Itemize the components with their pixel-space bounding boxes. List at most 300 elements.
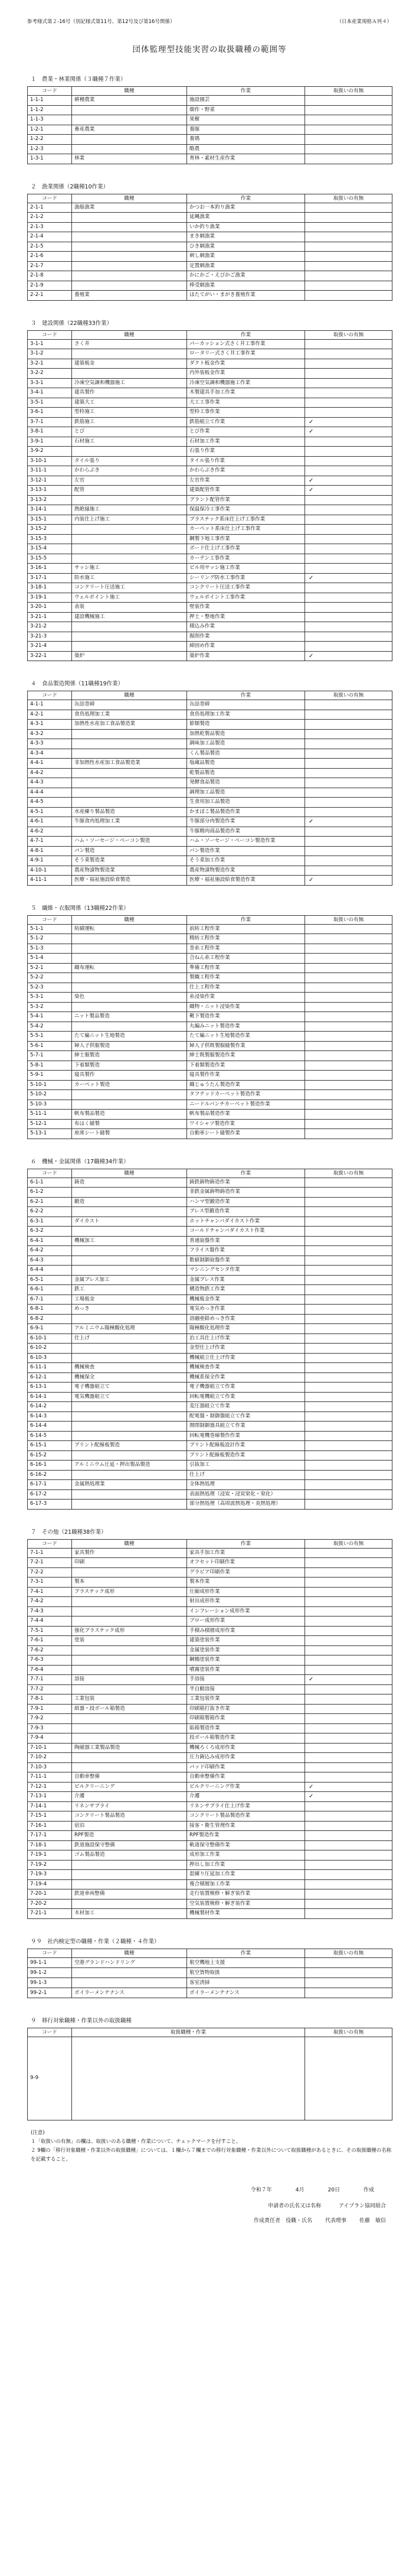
umu-cell[interactable] (305, 525, 392, 535)
umu-cell[interactable] (305, 1051, 392, 1061)
umu-cell[interactable] (305, 1441, 392, 1451)
umu-cell[interactable] (305, 1626, 392, 1636)
umu-cell[interactable] (305, 1324, 392, 1334)
umu-cell[interactable] (305, 1704, 392, 1714)
col-umu: 取扱いの有無 (305, 915, 392, 924)
umu-cell[interactable] (305, 261, 392, 271)
code-cell: 99-1-2 (28, 1967, 72, 1977)
table-row (28, 1558, 392, 1568)
col-code: コード (28, 915, 72, 924)
umu-cell[interactable] (305, 612, 392, 622)
code-cell: 99-2-1 (28, 1988, 72, 1998)
col-shokushu: 職種 (72, 194, 187, 203)
umu-cell[interactable] (305, 115, 392, 125)
umu-cell[interactable] (305, 973, 392, 983)
umu-cell[interactable] (305, 603, 392, 613)
section-heading: ９ 移行対象職種・作業以外の取扱職種 (31, 2017, 132, 2024)
shokushu-cell (72, 1714, 187, 1724)
sagyo-cell: 機械製材作業 (187, 1909, 305, 1919)
umu-cell[interactable]: ✓ (305, 486, 392, 496)
sagyo-cell: 部分熱処理（高周波熱処理・炎熱処理） (187, 1500, 305, 1510)
table-row (28, 388, 392, 398)
umu-cell[interactable] (305, 105, 392, 115)
umu-cell[interactable] (305, 1821, 392, 1831)
umu-cell[interactable] (305, 798, 392, 808)
umu-cell[interactable] (305, 1558, 392, 1568)
umu-cell[interactable] (305, 1061, 392, 1071)
sagyo-cell: 建築塗装作業 (187, 1636, 305, 1646)
shokushu-cell (72, 642, 187, 652)
shokushu-cell: 金属熱処理業 (72, 1480, 187, 1490)
umu-cell[interactable] (305, 827, 392, 837)
umu-cell[interactable] (305, 252, 392, 262)
maker-row (27, 2216, 386, 2224)
umu-cell[interactable] (305, 1012, 392, 1022)
umu-cell[interactable] (305, 495, 392, 505)
umu-cell[interactable] (305, 349, 392, 359)
umu-cell[interactable]: ✓ (305, 476, 392, 486)
shokushu-cell: 加熱性水産加工食品製造業 (72, 720, 187, 730)
sagyo-cell: 構造物鉄工作業 (187, 1285, 305, 1295)
table-row (28, 1012, 392, 1022)
umu-cell[interactable]: ✓ (305, 876, 392, 886)
umu-cell[interactable] (305, 1402, 392, 1412)
sagyo-cell: 溶融亜鉛めっき作業 (187, 1314, 305, 1324)
table-row (28, 1694, 392, 1705)
umu-cell[interactable] (305, 1597, 392, 1607)
section (27, 1937, 392, 1998)
table-row (28, 242, 392, 252)
col-umu: 取扱いの有無 (305, 1169, 392, 1178)
sagyo-cell: パン製造作業 (187, 846, 305, 856)
sagyo-cell: 農産物漬物製造作業 (187, 866, 305, 876)
umu-cell[interactable] (305, 1733, 392, 1744)
sagyo-cell: ボード仕上げ工事作業 (187, 544, 305, 554)
sagyo-cell: 変圧器組立て作業 (187, 1402, 305, 1412)
sagyo-cell: たて編ニット生地製造作業 (187, 1032, 305, 1042)
sagyo-cell: ハム・ソーセージ・ベーコン製造作業 (187, 837, 305, 847)
umu-cell[interactable] (305, 622, 392, 632)
code-cell: 7-9-2 (28, 1714, 72, 1724)
sagyo-cell: 施設園芸 (187, 96, 305, 106)
shokushu-cell (72, 544, 187, 554)
shokushu-cell: 養殖業 (72, 291, 187, 301)
umu-cell[interactable] (305, 408, 392, 418)
umu-cell[interactable] (305, 1411, 392, 1422)
code-cell: 4-3-1 (28, 720, 72, 730)
umu-cell[interactable] (305, 1090, 392, 1100)
umu-cell[interactable] (305, 144, 392, 154)
code-cell: 7-1-1 (28, 1548, 72, 1558)
notes (31, 2129, 392, 2164)
umu-cell[interactable] (305, 642, 392, 652)
umu-cell[interactable] (305, 1860, 392, 1870)
table-row (28, 1246, 392, 1256)
umu-cell[interactable] (305, 398, 392, 408)
shokushu-cell: 紙器・段ボール箱製造 (72, 1704, 187, 1714)
umu-cell[interactable] (305, 1227, 392, 1237)
umu-cell[interactable] (305, 1840, 392, 1850)
table-row (28, 1489, 392, 1500)
table-row (28, 720, 392, 730)
sagyo-cell: とび作業 (187, 427, 305, 437)
col-code: コード (28, 1949, 72, 1957)
sagyo-cell: ロータリー式さく井工事作業 (187, 349, 305, 359)
sections-container (27, 74, 392, 1998)
umu-cell[interactable] (305, 944, 392, 954)
shokushu-cell (72, 447, 187, 457)
sagyo-cell: 機械ろくろ成形作業 (187, 1743, 305, 1753)
umu-cell[interactable] (305, 739, 392, 749)
umu-cell[interactable] (305, 1363, 392, 1373)
umu-cell[interactable]: ✓ (305, 417, 392, 427)
umu-cell[interactable] (305, 759, 392, 769)
shokushu-cell (72, 1500, 187, 1510)
code-cell: 5-11-1 (28, 1110, 72, 1120)
umu-cell[interactable] (305, 1567, 392, 1578)
code-cell: 3-14-1 (28, 505, 72, 515)
sagyo-cell: 機械組立仕上げ作業 (187, 1353, 305, 1363)
umu-cell[interactable] (305, 778, 392, 788)
umu-cell[interactable] (305, 1256, 392, 1266)
table-row (28, 1256, 392, 1266)
table-row (28, 1655, 392, 1666)
umu-cell[interactable] (305, 1831, 392, 1841)
umu-cell[interactable]: ✓ (305, 573, 392, 583)
umu-cell[interactable] (305, 1500, 392, 1510)
table-row (28, 427, 392, 437)
table-row (28, 408, 392, 418)
umu-cell[interactable] (305, 934, 392, 944)
table-row (28, 1889, 392, 1900)
table-row (28, 1372, 392, 1383)
umu-cell[interactable] (305, 1772, 392, 1783)
sagyo-cell: プラント配管作業 (187, 495, 305, 505)
shokushu-cell (72, 222, 187, 232)
code-cell: 7-2-1 (28, 1558, 72, 1568)
umu-cell[interactable] (305, 359, 392, 369)
umu-cell[interactable] (305, 1548, 392, 1558)
umu-cell[interactable] (305, 554, 392, 564)
umu-cell[interactable] (305, 954, 392, 964)
umu-cell[interactable] (305, 1246, 392, 1256)
umu-cell[interactable] (305, 1422, 392, 1432)
umu-cell[interactable] (305, 232, 392, 242)
umu-cell[interactable] (305, 1353, 392, 1363)
umu-cell[interactable] (305, 1041, 392, 1051)
umu-cell[interactable] (305, 1197, 392, 1207)
umu-cell[interactable] (305, 135, 392, 145)
code-cell: 3-22-1 (28, 651, 72, 661)
code-cell: 3-15-3 (28, 534, 72, 544)
umu-cell[interactable] (305, 242, 392, 252)
code-cell: 4-3-3 (28, 739, 72, 749)
umu-cell[interactable] (305, 1762, 392, 1772)
umu-cell[interactable] (305, 807, 392, 817)
col-shokushu: 職種 (72, 87, 187, 96)
sagyo-cell: 機械系保全作業 (187, 1372, 305, 1383)
shokushu-cell: 耕種農業 (72, 96, 187, 106)
umu-cell[interactable] (305, 1178, 392, 1188)
umu-cell[interactable] (305, 788, 392, 798)
umu-cell[interactable] (305, 1801, 392, 1811)
umu-cell[interactable] (305, 1889, 392, 1900)
umu-cell (305, 2037, 392, 2120)
umu-cell[interactable] (305, 1461, 392, 1471)
shokushu-cell (72, 1489, 187, 1500)
shokushu-cell: 防水施工 (72, 573, 187, 583)
umu-cell[interactable] (305, 583, 392, 593)
shokushu-cell: 座席シート縫製 (72, 1129, 187, 1139)
umu-cell[interactable]: ✓ (305, 427, 392, 437)
col-umu: 取扱いの有無 (305, 330, 392, 339)
sagyo-cell: いか釣り漁業 (187, 222, 305, 232)
sagyo-cell: 自動車整備作業 (187, 1772, 305, 1783)
umu-cell[interactable] (305, 983, 392, 993)
umu-cell[interactable] (305, 593, 392, 603)
umu-cell[interactable]: ✓ (305, 817, 392, 827)
umu-cell[interactable] (305, 1655, 392, 1666)
umu-cell[interactable] (305, 378, 392, 388)
umu-cell[interactable] (305, 1372, 392, 1383)
umu-cell[interactable] (305, 203, 392, 213)
umu-cell[interactable] (305, 993, 392, 1003)
umu-cell[interactable] (305, 856, 392, 866)
code-cell: 6-7-1 (28, 1294, 72, 1305)
umu-cell[interactable] (305, 749, 392, 759)
table-row (28, 1129, 392, 1139)
sagyo-cell: 精紡工程作業 (187, 934, 305, 944)
shokushu-cell: 鋳造 (72, 1178, 187, 1188)
code-cell: 3-19-1 (28, 593, 72, 603)
code-cell: 7-15-1 (28, 1811, 72, 1822)
umu-cell[interactable] (305, 515, 392, 525)
umu-cell[interactable] (305, 1578, 392, 1588)
umu-cell[interactable]: ✓ (305, 651, 392, 661)
umu-cell[interactable] (305, 710, 392, 720)
umu-cell[interactable] (305, 1333, 392, 1344)
umu-cell[interactable] (305, 1616, 392, 1627)
sagyo-cell: ほたてがい・まがき養殖作業 (187, 291, 305, 301)
shokushu-cell (72, 1431, 187, 1441)
shokushu-cell (72, 1402, 187, 1412)
umu-cell[interactable] (305, 534, 392, 544)
table-row (28, 856, 392, 866)
shokushu-cell (72, 369, 187, 379)
umu-cell[interactable] (305, 505, 392, 515)
table-row (28, 1402, 392, 1412)
umu-cell[interactable] (305, 1217, 392, 1227)
code-cell: 7-3-1 (28, 1578, 72, 1588)
col-shokushu: 取扱職種・作業 (72, 2028, 305, 2037)
umu-cell[interactable] (305, 924, 392, 934)
umu-cell[interactable] (305, 1665, 392, 1675)
shokushu-cell (72, 1977, 187, 1988)
umu-cell[interactable] (305, 1080, 392, 1090)
umu-cell[interactable] (305, 1071, 392, 1081)
sagyo-cell: 果樹 (187, 115, 305, 125)
col-shokushu: 職種 (72, 915, 187, 924)
umu-cell[interactable] (305, 1266, 392, 1276)
table-row (28, 1383, 392, 1393)
umu-cell[interactable] (305, 1275, 392, 1285)
sagyo-cell: 数値制御旋盤作業 (187, 1256, 305, 1266)
umu-cell[interactable] (305, 1753, 392, 1763)
umu-cell[interactable] (305, 1489, 392, 1500)
umu-cell[interactable] (305, 1450, 392, 1461)
table-row (28, 963, 392, 973)
code-cell: 7-8-1 (28, 1694, 72, 1705)
umu-cell[interactable] (305, 154, 392, 164)
code-cell: 1-1-1 (28, 96, 72, 106)
table-row (28, 1032, 392, 1042)
date-month: 4月 (295, 2187, 305, 2193)
umu-cell[interactable] (305, 1119, 392, 1129)
umu-cell[interactable]: ✓ (305, 1675, 392, 1685)
umu-cell[interactable]: ✓ (305, 1782, 392, 1792)
umu-cell[interactable] (305, 1879, 392, 1889)
umu-cell[interactable] (305, 1129, 392, 1139)
code-cell: 3-15-1 (28, 515, 72, 525)
umu-cell[interactable] (305, 1714, 392, 1724)
umu-cell[interactable]: ✓ (305, 1792, 392, 1802)
umu-cell[interactable] (305, 1899, 392, 1909)
shokushu-cell: 製本 (72, 1578, 187, 1588)
umu-cell[interactable] (305, 1100, 392, 1110)
umu-cell[interactable] (305, 1988, 392, 1998)
umu-cell[interactable] (305, 837, 392, 847)
sagyo-cell: 積込み作業 (187, 622, 305, 632)
umu-cell[interactable] (305, 1285, 392, 1295)
umu-cell[interactable] (305, 1850, 392, 1861)
umu-cell[interactable] (305, 222, 392, 232)
umu-cell[interactable] (305, 1305, 392, 1315)
umu-cell[interactable] (305, 213, 392, 223)
umu-cell[interactable] (305, 1694, 392, 1705)
sagyo-cell: ハンマ型鍛造作業 (187, 1197, 305, 1207)
umu-cell[interactable] (305, 1480, 392, 1490)
umu-cell[interactable] (305, 1188, 392, 1198)
umu-cell[interactable] (305, 1909, 392, 1919)
umu-cell[interactable] (305, 281, 392, 291)
date-day: 20日 (328, 2187, 340, 2193)
table-row (28, 1051, 392, 1061)
umu-cell[interactable] (305, 544, 392, 554)
umu-cell[interactable] (305, 1344, 392, 1354)
umu-cell[interactable] (305, 1294, 392, 1305)
shokushu-cell: ダイカスト (72, 1217, 187, 1227)
umu-cell[interactable] (305, 1110, 392, 1120)
code-cell: 4-10-1 (28, 866, 72, 876)
umu-cell[interactable] (305, 1431, 392, 1441)
code-cell: 5-2-1 (28, 963, 72, 973)
sagyo-cell: 前紡工程作業 (187, 924, 305, 934)
umu-cell[interactable] (305, 1870, 392, 1880)
umu-cell[interactable] (305, 96, 392, 106)
umu-cell[interactable] (305, 1002, 392, 1012)
umu-cell[interactable] (305, 1636, 392, 1646)
umu-cell[interactable] (305, 866, 392, 876)
umu-cell[interactable] (305, 1743, 392, 1753)
umu-cell[interactable] (305, 466, 392, 476)
umu-cell[interactable] (305, 729, 392, 739)
sagyo-cell: インフレーション成形作業 (187, 1606, 305, 1616)
umu-cell[interactable] (305, 291, 392, 301)
sagyo-cell: かつお一本釣り漁業 (187, 203, 305, 213)
table-row (28, 1441, 392, 1451)
umu-cell[interactable] (305, 1032, 392, 1042)
umu-cell[interactable] (305, 1587, 392, 1597)
umu-cell[interactable] (305, 846, 392, 856)
date-row (27, 2185, 374, 2193)
umu-cell[interactable] (305, 1967, 392, 1977)
umu-cell[interactable] (305, 1022, 392, 1032)
section (27, 318, 392, 662)
table-row (28, 447, 392, 457)
shokushu-cell: アルミニウム圧延・押出製品製造 (72, 1461, 187, 1471)
shokushu-cell: 缶詰巻締 (72, 700, 187, 710)
table-row (28, 281, 392, 291)
umu-cell[interactable] (305, 1957, 392, 1967)
code-cell: 3-2-1 (28, 359, 72, 369)
table-row (28, 944, 392, 954)
umu-cell[interactable] (305, 1314, 392, 1324)
umu-cell[interactable] (305, 271, 392, 281)
umu-cell[interactable] (305, 1606, 392, 1616)
umu-cell[interactable] (305, 1645, 392, 1655)
shokushu-cell (72, 2037, 305, 2120)
umu-cell[interactable] (305, 456, 392, 466)
table-row (28, 378, 392, 388)
umu-cell[interactable] (305, 339, 392, 349)
code-cell: 7-18-1 (28, 1840, 72, 1850)
shokushu-cell: 牛豚食肉処理加工業 (72, 817, 187, 827)
umu-cell[interactable] (305, 1470, 392, 1480)
code-cell: 6-4-1 (28, 1236, 72, 1246)
table-row (28, 1041, 392, 1051)
umu-cell[interactable] (305, 1723, 392, 1733)
umu-cell[interactable] (305, 1684, 392, 1694)
umu-cell[interactable] (305, 720, 392, 730)
col-shokushu: 職種 (72, 330, 187, 339)
umu-cell[interactable] (305, 125, 392, 135)
umu-cell[interactable] (305, 632, 392, 642)
table-row (28, 271, 392, 281)
code-cell: 4-7-1 (28, 837, 72, 847)
umu-cell[interactable] (305, 1392, 392, 1402)
col-sagyo: 作業 (187, 87, 305, 96)
table-row (28, 1879, 392, 1889)
umu-cell[interactable] (305, 1207, 392, 1217)
umu-cell[interactable] (305, 963, 392, 973)
sagyo-cell: 婦人子供既製服縫製作業 (187, 1041, 305, 1051)
umu-cell[interactable] (305, 1977, 392, 1988)
sagyo-cell: 航空機地上支援 (187, 1957, 305, 1967)
umu-cell[interactable] (305, 1811, 392, 1822)
umu-cell[interactable] (305, 700, 392, 710)
shokushu-cell: 鉄筋施工 (72, 417, 187, 427)
code-cell: 5-3-1 (28, 993, 72, 1003)
umu-cell[interactable] (305, 1236, 392, 1246)
umu-cell[interactable] (305, 388, 392, 398)
shokushu-cell: ニット製品製造 (72, 1012, 187, 1022)
umu-cell[interactable] (305, 1383, 392, 1393)
umu-cell[interactable] (305, 564, 392, 574)
umu-cell[interactable] (305, 768, 392, 778)
umu-cell[interactable] (305, 447, 392, 457)
umu-cell[interactable] (305, 369, 392, 379)
umu-cell[interactable] (305, 437, 392, 447)
